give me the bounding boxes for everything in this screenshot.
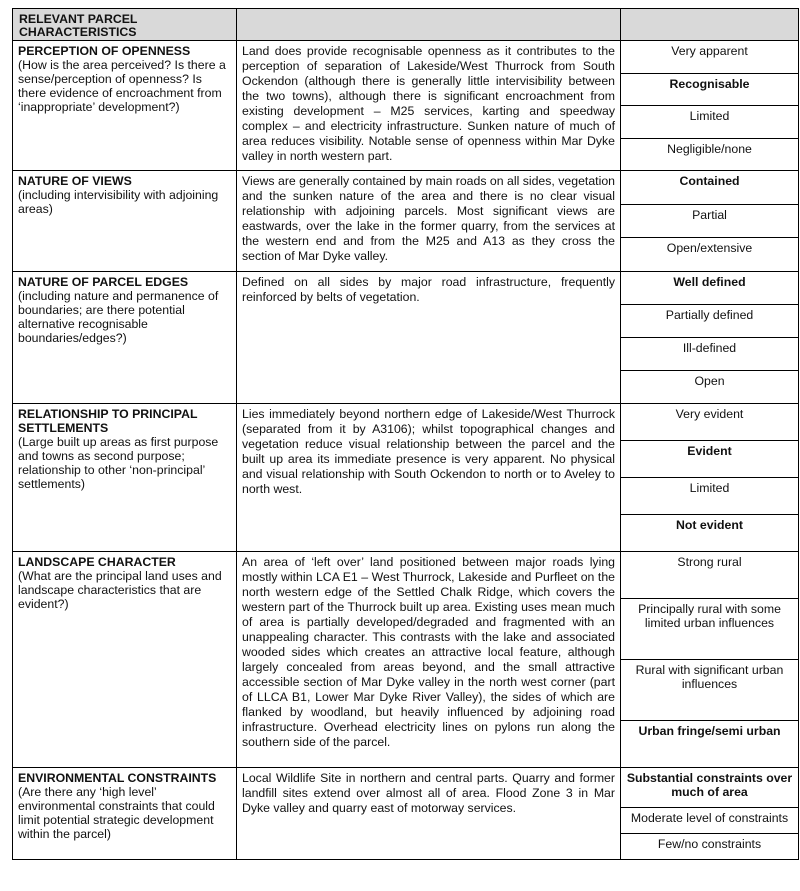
assessment-cell bbox=[621, 552, 799, 768]
assessment-options bbox=[621, 41, 798, 170]
description-text: An area of ‘left over’ land positioned between major roads lying mostly within LCA E1 – West Thurrock, Lakeside and Purfleet on the north western edge of the Settled Chalk Ridge, which covers the western part of the Thurrock built up area. Existing uses mean much of area is partially developed/degraded and fragmented with an unappealing character. This contrasts with the lake and associated wooded sides which creates an attractive local feature, although largely concealed from areas beyond, and the small attractive accessible section of Mar Dyke valley in the north west corner (part of LLCA B1, Lower Mar Dyke River Valley), the sides of which are flanked by woodland, but heavily influenced by adjoining road infrastructure. Overhead electricity lines on pylons run along the southern side of the parcel. bbox=[242, 555, 615, 749]
description-cell bbox=[237, 768, 621, 860]
description-cell bbox=[237, 171, 621, 272]
assessment-option: Principally rural with some limited urban influences bbox=[621, 598, 798, 659]
assessment-option: Limited bbox=[621, 477, 798, 514]
criterion-title: LANDSCAPE CHARACTER bbox=[18, 555, 176, 569]
criterion-cell bbox=[13, 171, 237, 272]
assessment-option-selected: Recognisable bbox=[621, 73, 798, 106]
assessment-options bbox=[621, 552, 798, 767]
assessment-option: Moderate level of constraints bbox=[621, 807, 798, 833]
criterion-cell bbox=[13, 552, 237, 768]
header-cell-characteristics bbox=[13, 9, 237, 41]
criterion-row bbox=[13, 41, 799, 171]
assessment-cell bbox=[621, 272, 799, 404]
assessment-cell bbox=[621, 404, 799, 552]
assessment-option: Partially defined bbox=[621, 304, 798, 337]
assessment-option: Ill-defined bbox=[621, 337, 798, 370]
assessment-option: Strong rural bbox=[677, 555, 742, 569]
criterion-row bbox=[13, 552, 799, 768]
criterion-cell bbox=[13, 768, 237, 860]
criterion-subtitle: (including nature and permanence of boundaries; are there potential alternative recognisable boundaries/edges?) bbox=[18, 289, 219, 345]
assessment-option: Limited bbox=[621, 105, 798, 138]
header-cell-assessment bbox=[621, 9, 799, 41]
description-text: Land does provide recognisable openness as it contributes to the perception of separation of Lakeside/West Thurrock from South Ockendon (although there is generally little intervisibility between the two towns), although there is significant encroachment from existing development – M25 services, karting and speedway complex – and electricity infrastructure. Sunken nature of much of area reduces visibility. Notable sense of openness within Mar Dyke valley in north western part. bbox=[242, 44, 615, 163]
criterion-title: NATURE OF VIEWS bbox=[18, 174, 132, 188]
description-cell bbox=[237, 272, 621, 404]
header-cell-description bbox=[237, 9, 621, 41]
criterion-row bbox=[13, 768, 799, 860]
description-text: Views are generally contained by main roads on all sides, vegetation and the sunken nature of the area and there is no clear visual relationship with adjoining parcels. Most significant views are eastwards, over the lake in the former quarry, from the services at the western end and from the M25 and A13 as they cross the section of Mar Dyke valley. bbox=[242, 174, 616, 263]
assessment-option: Few/no constraints bbox=[621, 833, 798, 859]
criterion-title: RELATIONSHIP TO PRINCIPAL SETTLEMENTS bbox=[18, 407, 198, 435]
parcel-characteristics-table bbox=[12, 8, 799, 860]
criterion-row bbox=[13, 272, 799, 404]
assessment-options bbox=[621, 272, 798, 403]
criterion-cell bbox=[13, 272, 237, 404]
assessment-options bbox=[621, 768, 798, 859]
description-cell bbox=[237, 41, 621, 171]
criterion-title: PERCEPTION OF OPENNESS bbox=[18, 44, 191, 58]
description-text: Local Wildlife Site in northern and central parts. Quarry and former landfill sites extend over almost all of area. Flood Zone 3 in Mar Dyke valley and quarry east of motorway services. bbox=[242, 771, 615, 815]
criterion-subtitle: (Are there any ‘high level’ environmental constraints that could limit potential strategic development within the parcel) bbox=[18, 785, 215, 841]
assessment-cell bbox=[621, 171, 799, 272]
criterion-row bbox=[13, 171, 799, 272]
criterion-cell bbox=[13, 41, 237, 171]
assessment-options bbox=[621, 404, 798, 551]
assessment-option: Very apparent bbox=[671, 44, 748, 58]
description-text: Lies immediately beyond northern edge of Lakeside/West Thurrock (separated from it by A3106); whilst topographical changes and vegetation reduce visual relationship between the parcel and the built up area its immediate presence is very apparent. No physical and visual relationship with South Ockendon to north or to Aveley to north west. bbox=[242, 407, 615, 496]
assessment-option: Partial bbox=[621, 204, 798, 238]
description-cell bbox=[237, 404, 621, 552]
assessment-option: Open/extensive bbox=[621, 237, 798, 271]
assessment-option-selected: Evident bbox=[621, 440, 798, 477]
description-cell bbox=[237, 552, 621, 768]
assessment-option-selected: Not evident bbox=[621, 514, 798, 551]
assessment-option: Very evident bbox=[675, 407, 744, 421]
assessment-option: Rural with significant urban influences bbox=[621, 659, 798, 720]
assessment-option: Negligible/none bbox=[621, 138, 798, 171]
assessment-options bbox=[621, 171, 798, 271]
criterion-row bbox=[13, 404, 799, 552]
assessment-option: Open bbox=[621, 370, 798, 403]
header-title: RELEVANT PARCEL CHARACTERISTICS bbox=[19, 12, 138, 39]
criterion-subtitle: (Large built up areas as first purpose and towns as second purpose; relationship to other ‘non-principal’ settlements) bbox=[18, 435, 219, 491]
header-row bbox=[13, 9, 799, 41]
assessment-option-selected: Substantial constraints over much of area bbox=[626, 771, 793, 799]
assessment-option-selected: Well defined bbox=[673, 275, 746, 289]
description-text: Defined on all sides by major road infrastructure, frequently reinforced by belts of vegetation. bbox=[242, 275, 615, 304]
assessment-cell bbox=[621, 41, 799, 171]
criterion-title: ENVIRONMENTAL CONSTRAINTS bbox=[18, 771, 217, 785]
criterion-subtitle: (How is the area perceived? Is there a sense/perception of openness? Is there evidence of encroachment from ‘inappropriate’ development?) bbox=[18, 58, 226, 114]
assessment-cell bbox=[621, 768, 799, 860]
assessment-option-selected: Urban fringe/semi urban bbox=[621, 720, 798, 767]
criterion-cell bbox=[13, 404, 237, 552]
criterion-subtitle: (What are the principal land uses and landscape characteristics that are evident?) bbox=[18, 569, 222, 611]
assessment-option-selected: Contained bbox=[679, 174, 740, 188]
criterion-subtitle: (including intervisibility with adjoining areas) bbox=[18, 188, 219, 216]
criterion-title: NATURE OF PARCEL EDGES bbox=[18, 275, 189, 289]
